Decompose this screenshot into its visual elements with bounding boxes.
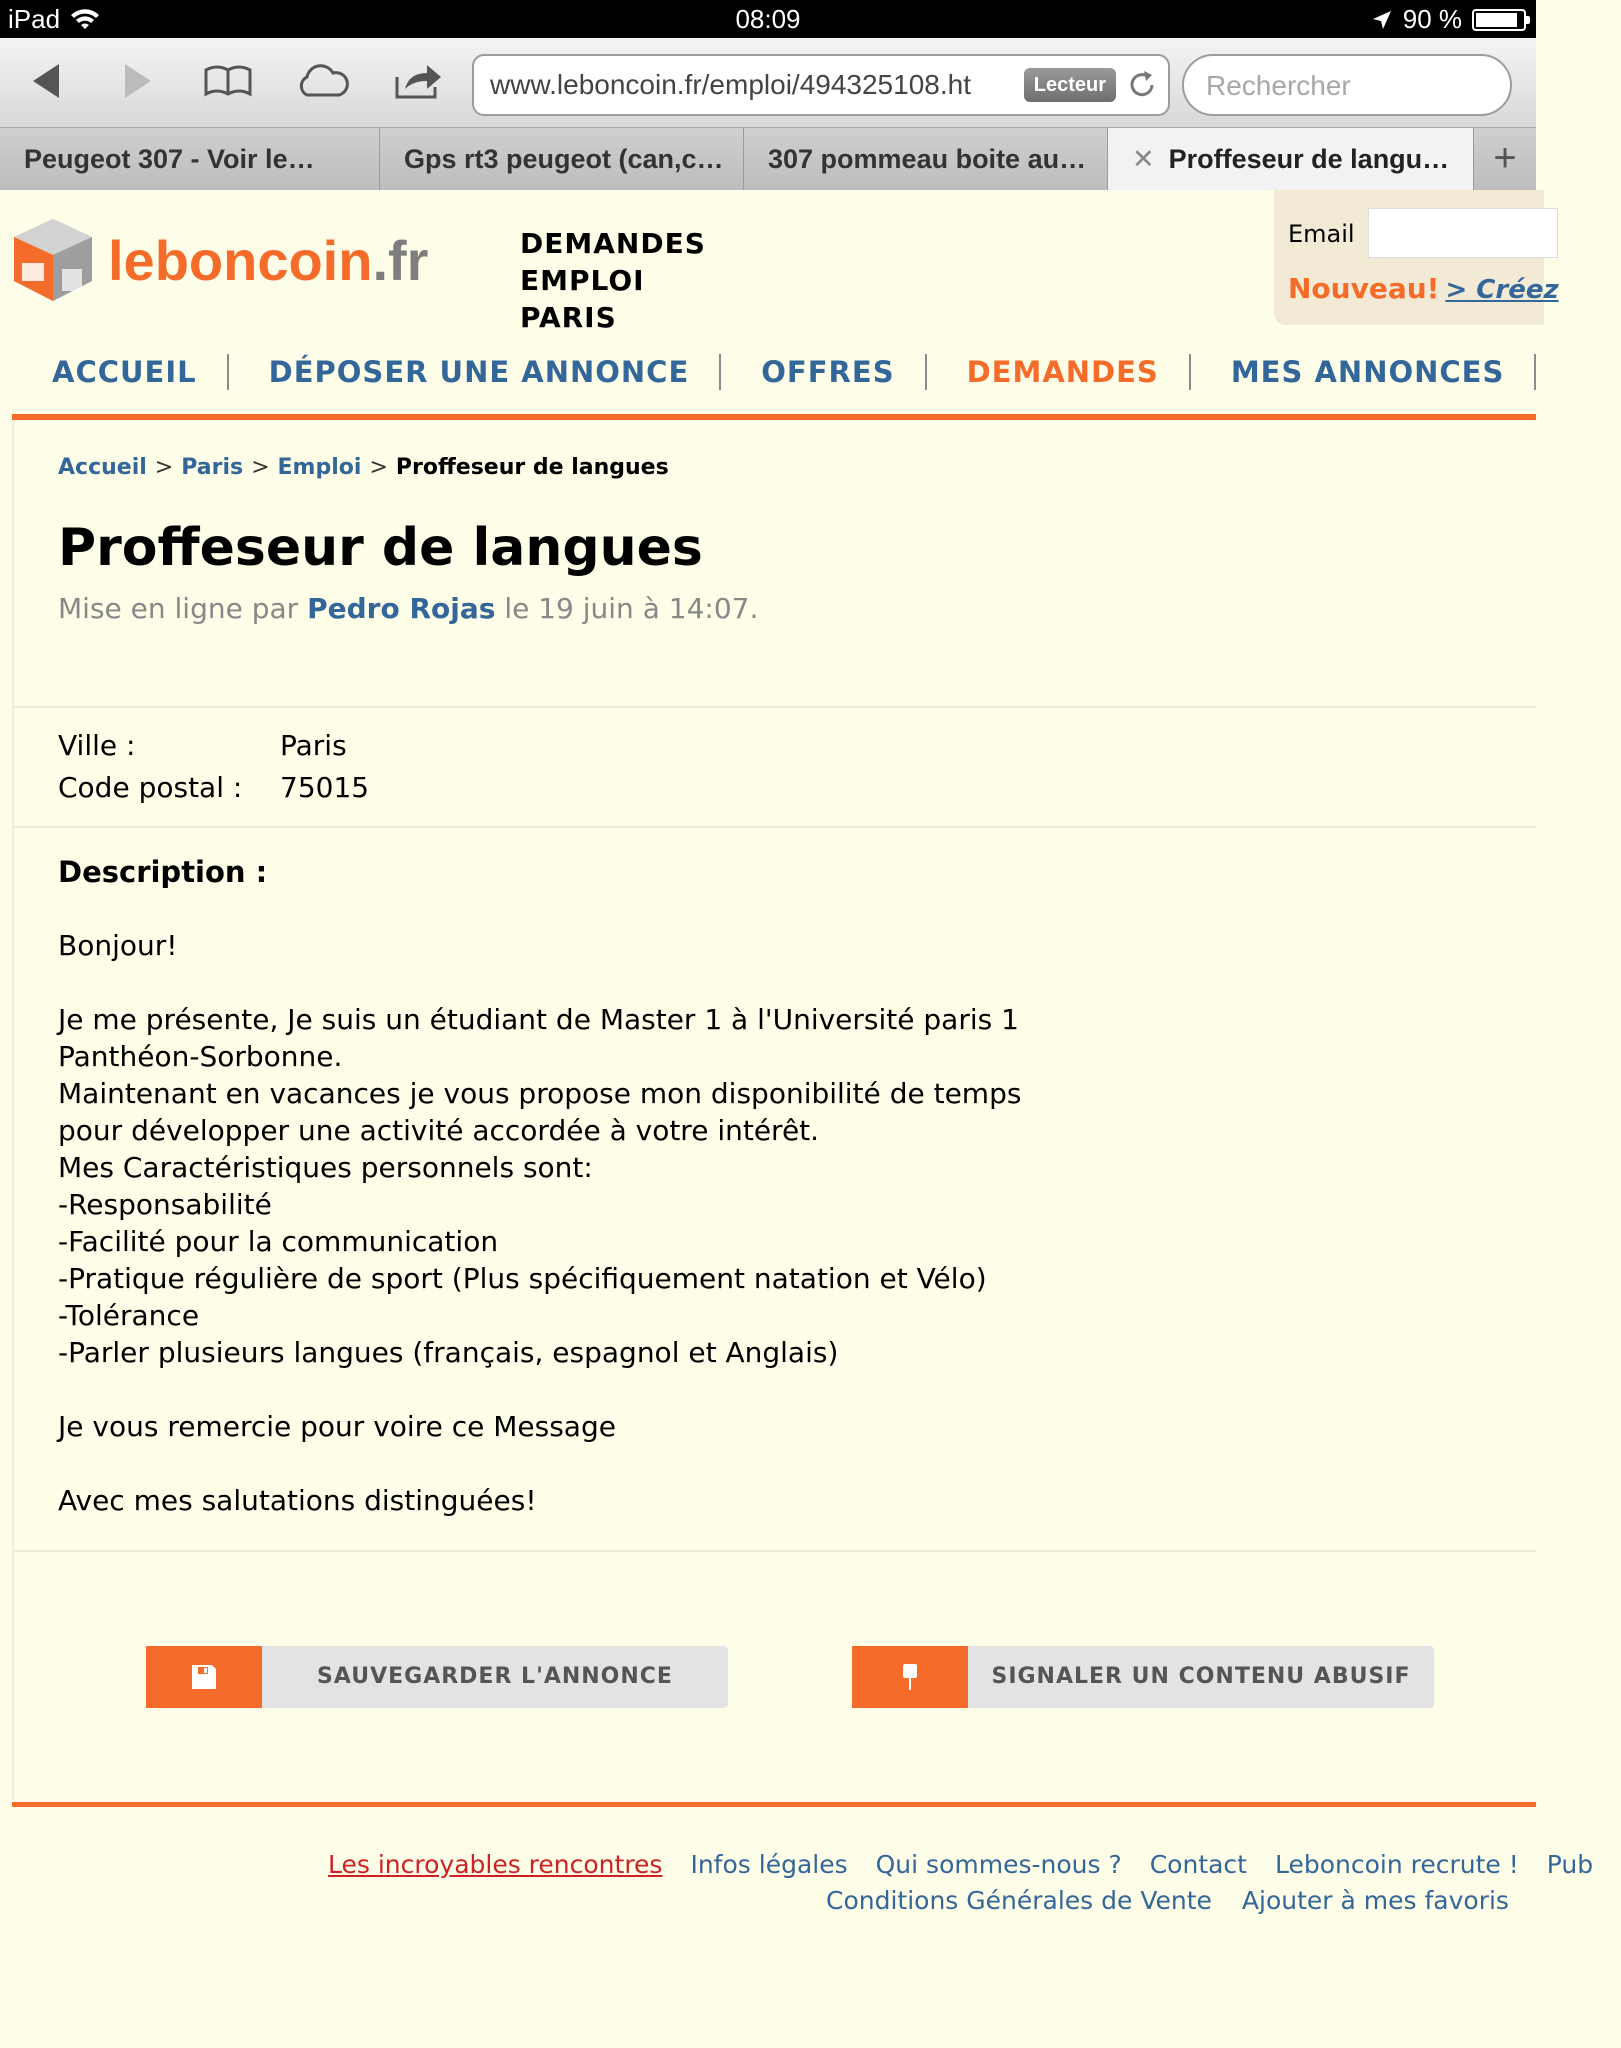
breadcrumb-home[interactable]: Accueil	[58, 455, 147, 480]
search-input[interactable]	[1182, 54, 1512, 116]
reload-icon[interactable]	[1126, 69, 1158, 101]
footer-link[interactable]: Contact	[1149, 1850, 1247, 1879]
icloud-tabs-button[interactable]	[294, 56, 350, 106]
share-button[interactable]	[390, 56, 446, 106]
param-row	[58, 767, 369, 809]
status-bar	[0, 0, 1536, 38]
tab-label: Peugeot 307 - Voir le…	[24, 144, 315, 174]
create-account-link[interactable]: > Créez	[1445, 275, 1559, 305]
nav-demandes[interactable]: DEMANDES	[966, 355, 1159, 389]
divider	[12, 1550, 1536, 1552]
footer-link[interactable]: Infos légales	[690, 1850, 848, 1879]
nav-deposer[interactable]: DÉPOSER UNE ANNONCE	[268, 355, 690, 389]
battery-icon	[1472, 9, 1526, 31]
tab-active[interactable]	[1108, 128, 1474, 190]
bookmarks-button[interactable]	[200, 56, 256, 106]
tab-3[interactable]	[744, 128, 1108, 190]
description-text: Bonjour! Je me présente, Je suis un étudiant de Master 1 à l'Université paris 1 Panthéon-Sorbonne. Maintenant en vacances je vous propose mon disponibilité de temps pour développer une activité accordée à votre intérêt. Mes Caractéristiques personnels sont: -Responsabilité -Facilité pour la communication -Pratique régulière de sport (Plus spécifiquement natation et Vélo) -Tolérance -Parler plusieurs langues (français, espagnol et Anglais) Je vous remercie pour voire ce Message Avec mes salutations distinguées!	[58, 929, 1022, 1517]
email-field[interactable]	[1368, 208, 1558, 258]
clock: 08:09	[735, 4, 801, 34]
param-value: 75015	[280, 771, 370, 804]
tab-label: Gps rt3 peugeot (can,c…	[404, 144, 724, 174]
section-line: PARIS	[520, 301, 617, 334]
description-heading: Description :	[58, 855, 268, 889]
main-nav	[12, 350, 1536, 394]
breadcrumb-category[interactable]: Emploi	[277, 455, 362, 480]
save-ad-label: SAUVEGARDER L'ANNONCE	[317, 1664, 673, 1689]
breadcrumb-current: Proffeseur de langues	[395, 455, 669, 480]
footer-divider	[12, 1802, 1536, 1807]
device-label: iPad	[8, 4, 61, 34]
battery-percent: 90 %	[1402, 4, 1462, 34]
tab-1[interactable]	[0, 128, 380, 190]
report-abuse-button[interactable]	[852, 1646, 1434, 1708]
param-value: Paris	[280, 729, 347, 762]
footer-link[interactable]: Conditions Générales de Vente	[826, 1886, 1212, 1915]
page-title: Proffeseur de langues	[58, 518, 703, 578]
logo-box-icon	[10, 215, 96, 305]
logo-text: leboncoin.fr	[108, 228, 429, 292]
forward-button[interactable]	[110, 56, 166, 106]
footer-link[interactable]: Pub	[1546, 1850, 1594, 1879]
book-icon	[203, 64, 253, 98]
divider	[12, 826, 1536, 828]
footer-links-row2	[826, 1886, 1539, 1915]
report-abuse-label: SIGNALER UN CONTENU ABUSIF	[991, 1664, 1411, 1689]
tab-label: Proffeseur de langu…	[1168, 144, 1450, 174]
param-key: Ville :	[58, 729, 136, 762]
search-placeholder: Rechercher	[1206, 70, 1351, 101]
nav-mes-annonces[interactable]: MES ANNONCES	[1230, 355, 1505, 389]
pushpin-icon	[852, 1646, 968, 1708]
site-logo[interactable]	[10, 215, 428, 305]
back-arrow-icon	[29, 62, 63, 100]
section-line: DEMANDES	[520, 227, 706, 260]
email-label: Email	[1288, 220, 1355, 248]
login-box	[1274, 190, 1559, 325]
nav-divider	[1534, 354, 1536, 390]
share-icon	[393, 61, 443, 101]
ad-meta: Mise en ligne par Pedro Rojas le 19 juin à 14:07.	[58, 592, 759, 625]
section-line: EMPLOI	[520, 264, 645, 297]
param-row	[58, 725, 369, 767]
divider	[12, 706, 1536, 708]
footer-links-row1	[328, 1850, 1621, 1879]
close-tab-icon[interactable]: ✕	[1132, 144, 1155, 174]
footer-link[interactable]: Ajouter à mes favoris	[1241, 1886, 1509, 1915]
reader-button[interactable]: Lecteur	[1024, 68, 1116, 102]
new-account-promo: Nouveau! > Créez	[1288, 272, 1559, 305]
footer-link[interactable]: Leboncoin recrute !	[1274, 1850, 1519, 1879]
author-link[interactable]: Pedro Rojas	[307, 592, 496, 625]
new-tab-button[interactable]: +	[1474, 128, 1536, 190]
breadcrumb: Accueil > Paris > Emploi > Proffeseur de langues	[58, 455, 669, 480]
breadcrumb-city[interactable]: Paris	[181, 455, 244, 480]
location-arrow-icon	[1371, 9, 1393, 31]
tab-label: 307 pommeau boite au…	[768, 144, 1087, 174]
save-ad-button[interactable]	[146, 1646, 728, 1708]
back-button[interactable]	[18, 56, 74, 106]
param-key: Code postal :	[58, 771, 243, 804]
section-heading	[520, 225, 706, 336]
nav-offres[interactable]: OFFRES	[761, 355, 895, 389]
floppy-disk-icon	[146, 1646, 262, 1708]
address-bar[interactable]	[472, 54, 1170, 116]
forward-arrow-icon	[121, 62, 155, 100]
tab-2[interactable]	[380, 128, 744, 190]
cloud-icon	[295, 63, 349, 99]
tab-bar	[0, 128, 1536, 190]
ad-params	[58, 725, 369, 809]
browser-toolbar	[0, 38, 1536, 128]
footer-link[interactable]: Qui sommes-nous ?	[875, 1850, 1122, 1879]
footer-link[interactable]: Les incroyables rencontres	[328, 1850, 663, 1879]
url-text: www.leboncoin.fr/emploi/494325108.ht	[490, 69, 971, 100]
nav-accueil[interactable]: ACCUEIL	[52, 355, 197, 389]
